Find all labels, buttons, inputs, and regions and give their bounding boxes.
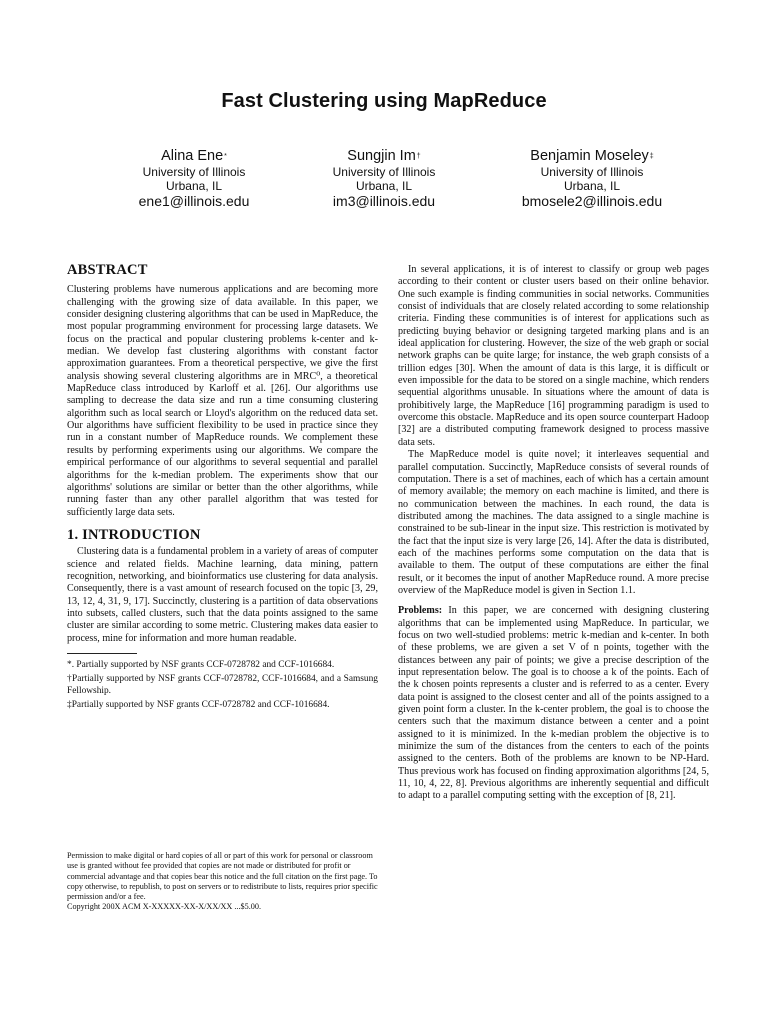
author-footnote-mark: † [416,153,421,160]
author-email: bmosele2@illinois.edu [521,193,663,209]
author-name: Benjamin Moseley [530,148,649,164]
author-block-3 [482,148,702,210]
author-block-1 [84,148,304,210]
intro-paragraph-mapreduce-model: The MapReduce model is quite novel; it interleaves sequential and parallel computation. Succinctly, MapReduce consists of several rounds of computation. There is a set of machines, each of which has a certain amount of memory available; the memory on each machine is limited, and there is no communication between the machines. In each round, the data is distributed among the machines. The data assigned to a single machine is constrained to be sub-linear in the input size. This restriction is motivated by the fact that the input size is very large [26, 14]. After the data is distributed, each of the machines performs some computation on the data that is available to them. The output of these computations are either the final result, or it becomes the input of another MapReduce round. A more precise overview of the MapReduce model is given in Section 1.1. [398,449,709,596]
author-location: Urbana, IL [563,179,621,193]
author-affiliation: University of Illinois [332,165,436,179]
problems-label: Problems: [398,605,443,617]
footnote-1: *. Partially supported by NSF grants CCF-0728782 and CCF-1016684. [67,659,335,670]
right-column [398,264,709,803]
permission-notice [67,851,378,913]
author-email: ene1@illinois.edu [138,193,250,209]
author-name: Alina Ene [161,148,224,164]
problems-text: In this paper, we are concerned with designing clustering algorithms that can be implemented using MapReduce. In particular, we focus on two well-studied problems: metric k-median and k-center. In both of these problems, we are given a set V of n points, together with the distances between any pair of points; we give a precise description of the input representation below. The goal is to choose a k of the points. Each of the k chosen points represents a cluster and is referred to as a center. Every data point is assigned to the closest center and all of the points assigned to a given point form a cluster. In the k-center problem, the goal is to choose the centers such that the maximum distance between a center and a point assigned to it is minimized. In the k-median problem the objective is to minimize the sum of the distances from the centers to each of the points assigned to the centers. Both of the problems are known to be NP-Hard. Thus previous work has focused on finding approximation algorithms [24, 5, 11, 10, 4, 22, 8]. Previous algorithms are inherently sequential and difficult to adapt to a parallel computing setting with the exception of [8, 21]. [398,605,709,802]
author-email: im3@illinois.edu [332,193,436,209]
author-footnote-mark: * [224,153,227,160]
introduction-heading: 1. INTRODUCTION [67,526,201,543]
intro-paragraph-applications: In several applications, it is of interest to classify or group web pages according to their content or cluster users based on their online behavior. One such example is finding communities in social networks. Communities consist of individuals that are closely related according to some relationship criteria. Finding these communities is of interest for applications such as predicting buying behavior or designing targeted marking plans and is an ideal application for clustering. However, the size of the web graph or social network graphs can be quite large; for instance, the web graph consists of a trillion edges [30]. When the amount of data is this large, it is difficult or even impossible for the data to be stored on a single machine, which renders sequential algorithms unusable. In situations where the amount of data is prohibitively large, the MapReduce [16] programming paradigm is used to overcome this obstacle. MapReduce and its open source counterpart Hadoop [32] are a distributed computing framework designed to process massive data sets. [398,264,709,448]
problems-paragraph [398,605,709,803]
footnote-3: ‡Partially supported by NSF grants CCF-0728782 and CCF-1016684. [67,700,330,711]
footnotes [67,660,378,712]
left-column [67,264,378,715]
footnote-divider [67,653,137,654]
author-affiliation: University of Illinois [142,165,246,179]
author-location: Urbana, IL [165,179,223,193]
permission-text: Permission to make digital or hard copies of all or part of this work for personal or classroom use is granted without fee provided that copies are not made or distributed for profit or commercial advantage and that copies bear this notice and the full citation on the first page. To copy otherwise, to republish, to post on servers or to redistribute to lists, requires prior specific permission and/or a fee. [67,851,378,902]
author-block-2 [274,148,494,210]
abstract-heading: ABSTRACT [67,262,148,278]
author-footnote-mark: ‡ [649,153,654,160]
abstract-text: Clustering problems have numerous applications and are becoming more challenging with the growing size of data available. In this paper, we consider designing clustering algorithms that can be used in MapReduce, the most popular programming environment for processing large datasets. We focus on the practical and popular clustering problems k-center and k-median. We develop fast clustering algorithms with constant factor approximation guarantees. From a theoretical perspective, we give the first analysis showing several clustering algorithms are in MRC⁰, a theoretical MapReduce class introduced by Karloff et al. [26]. Our algorithms use sampling to decrease the data size and run a time consuming clustering algorithm such as local search or Lloyd's algorithm on the reduced data set. Our algorithms have sufficient flexibility to be used in practice since they run in a constant number of MapReduce rounds. We complement these results by performing experiments using our algorithms. We compare the empirical performance of our algorithms to several sequential and parallel algorithms for the k-median problem. The experiments show that our algorithms' solutions are similar or better than the other algorithms, while running faster than any other parallel algorithm that was tested for sufficiently large data sets. [67,284,378,518]
author-location: Urbana, IL [355,179,413,193]
copyright-line: Copyright 200X ACM X-XXXXX-XX-X/XX/XX ...$5.00. [67,902,261,912]
paper-title: Fast Clustering using MapReduce [221,90,547,112]
introduction-paragraph: Clustering data is a fundamental problem in a variety of areas of computer science and related fields. Machine learning, data mining, pattern recognition, networking, and bioinformatics use clustering for data analysis. Consequently, there is a vast amount of research focused on the topic [3, 29, 13, 12, 4, 31, 9, 17]. Succinctly, clustering is a partition of data observations into subsets, called clusters, such that the data points assigned to the same cluster are similar according to some metric. Clustering makes data easier to process, mine for information and more human readable. [67,546,378,644]
author-affiliation: University of Illinois [540,165,644,179]
footnote-2: †Partially supported by NSF grants CCF-0728782, CCF-1016684, and a Samsung Fellowship. [67,674,378,696]
author-name: Sungjin Im [347,148,416,164]
